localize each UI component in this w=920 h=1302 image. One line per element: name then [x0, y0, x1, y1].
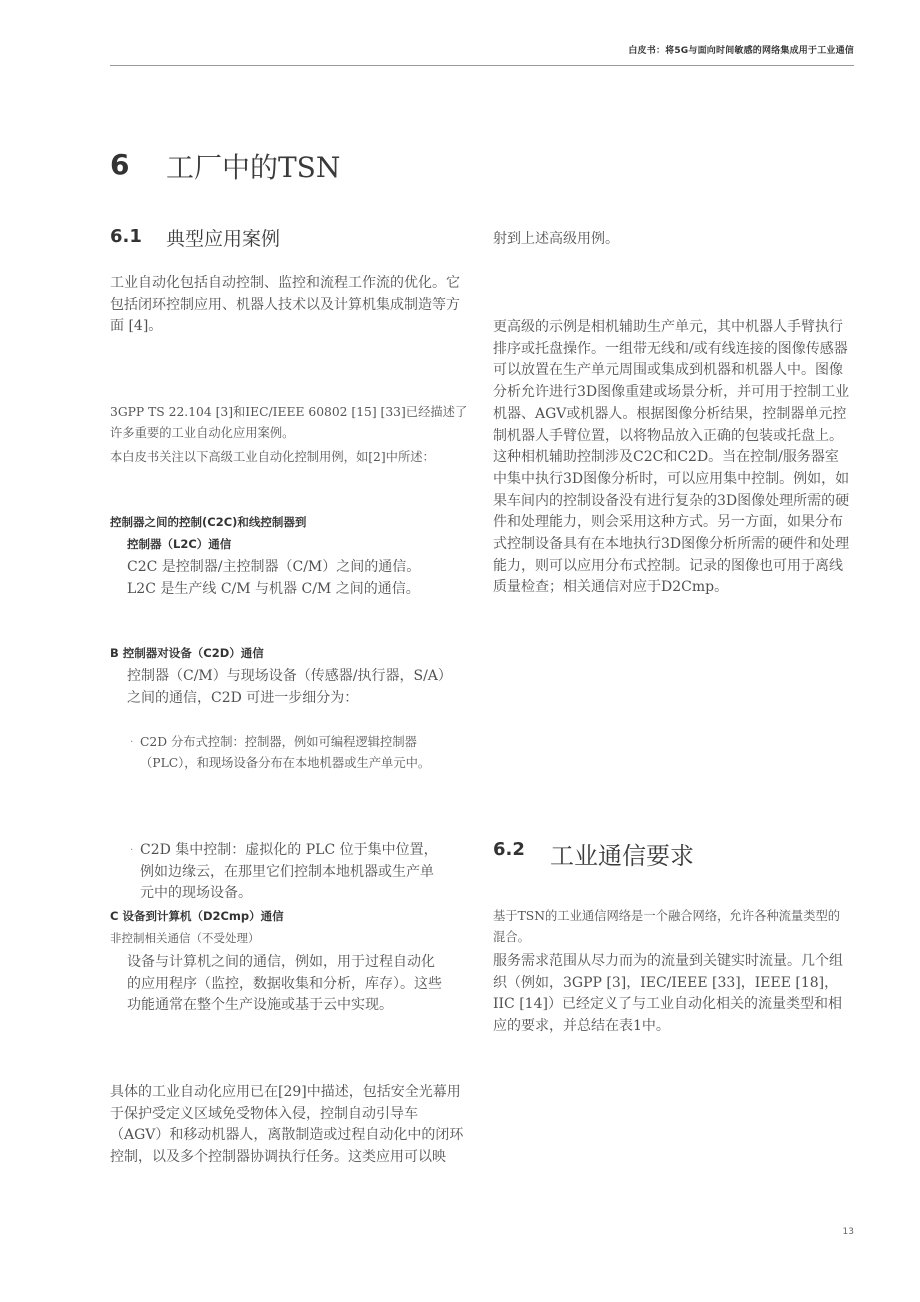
section-6-2-number: 6.2 — [493, 839, 525, 860]
specific-applications-paragraph: 具体的工业自动化应用已在[29]中描述，包括安全光幕用于保护受定义区域免受物体入侵，控制自动引导车（AGV）和移动机器人，离散制造或过程自动化中的闭环控制，以及多个控制器协调执行任务。这类应用可以映 — [110, 1084, 464, 1166]
list-item — [130, 840, 440, 905]
page-number: 13 — [842, 1227, 854, 1237]
section-6-2-title: 工业通信要求 — [550, 842, 694, 870]
advanced-example-paragraph: 更高级的示例是相机辅助生产单元，其中机器人手臂执行排序或托盘操作。一组带无线和/或有线连接的图像传感器可以放置在生产单元周围或集成到机器和机器人中。图像分析允许进行3D图像重建或场景分析，并可用于控制工业机器、AGV或机器人。根据图像分析结果，控制器单元控制机器人手臂位置，以将物品放入正确的包装或托盘上。这种相机辅助控制涉及C2C和C2D。当在控制/服务器室中集中执行3D图像分析时，可以应用集中控制。例如，如果车间内的控制设备没有进行复杂的3D图像处理所需的硬件和处理能力，则会采用这种方式。另一方面，如果分布式控制设备具有在本地执行3D图像分析所需的硬件和处理能力，则可以应用分布式控制。记录的图像也可用于离线质量检查；相关通信对应于D2Cmp。 — [493, 319, 850, 596]
list-item — [130, 732, 458, 774]
use-case-a-body: C2C 是控制器/主控制器（C/M）之间的通信。L2C 是生产线 C/M 与机器 C/M 之间的通信。 — [127, 559, 421, 597]
chapter-number: 6 — [110, 148, 130, 181]
c2d-distributed-text: C2D 分布式控制：控制器，例如可编程逻辑控制器（PLC），和现场设备分布在本地机器或生产单元中。 — [140, 735, 431, 770]
use-case-c-note: 非控制相关通信（不受处理） — [110, 931, 260, 945]
service-requirements-paragraph: 服务需求范围从尽力而为的流量到关键实时流量。几个组织（例如，3GPP [3]，IEC/IEEE [33]，IEEE [18]，IIC [14]）已经定义了与工业自动化相关的流量类型和相应的要求，并总结在表1中。 — [493, 953, 843, 1035]
use-case-a-heading-cont: 控制器（L2C）通信 — [127, 537, 232, 551]
focus-paragraph: 本白皮书关注以下高级工业自动化控制用例，如[2]中所述： — [110, 450, 435, 464]
use-case-c-body: 设备与计算机之间的通信，例如，用于过程自动化的应用程序（监控，数据收集和分析，库存）。这些功能通常在整个生产设施或基于云中实现。 — [127, 954, 442, 1014]
use-case-b-heading: B 控制器对设备（C2D）通信 — [110, 646, 264, 660]
section-6-1-title: 典型应用案例 — [166, 228, 281, 250]
reference-paragraph: 3GPP TS 22.104 [3]和IEC/IEEE 60802 [15] [33]已经描述了许多重要的工业自动化应用案例。 — [110, 405, 468, 440]
use-case-c-heading: C 设备到计算机（D2Cmp）通信 — [110, 909, 284, 923]
converged-network-paragraph: 基于TSN的工业通信网络是一个融合网络，允许各种流量类型的混合。 — [493, 909, 841, 944]
chapter-title: 工厂中的TSN — [166, 151, 341, 184]
bullet-marker: · — [130, 845, 134, 856]
c2d-centralized-text: C2D 集中控制：虚拟化的 PLC 位于集中位置，例如边缘云，在那里它们控制本地机器或生产单元中的现场设备。 — [140, 842, 438, 902]
use-case-a-heading: 控制器之间的控制(C2C)和线控制器到 — [110, 515, 307, 529]
document-header-title: 白皮书：将5G与面向时间敏感的网络集成用于工业通信 — [628, 46, 854, 56]
bullet-marker: · — [130, 737, 134, 748]
continuation-paragraph: 射到上述高级用例。 — [493, 231, 619, 247]
use-case-b-body: 控制器（C/M）与现场设备（传感器/执行器，S/A）之间的通信，C2D 可进一步细分为： — [127, 668, 452, 706]
section-intro-paragraph: 工业自动化包括自动控制、监控和流程工作流的优化。它包括闭环控制应用、机器人技术以及计算机集成制造等方面 [4]。 — [110, 275, 460, 335]
section-6-1-number: 6.1 — [110, 226, 142, 247]
header-divider — [110, 65, 854, 66]
